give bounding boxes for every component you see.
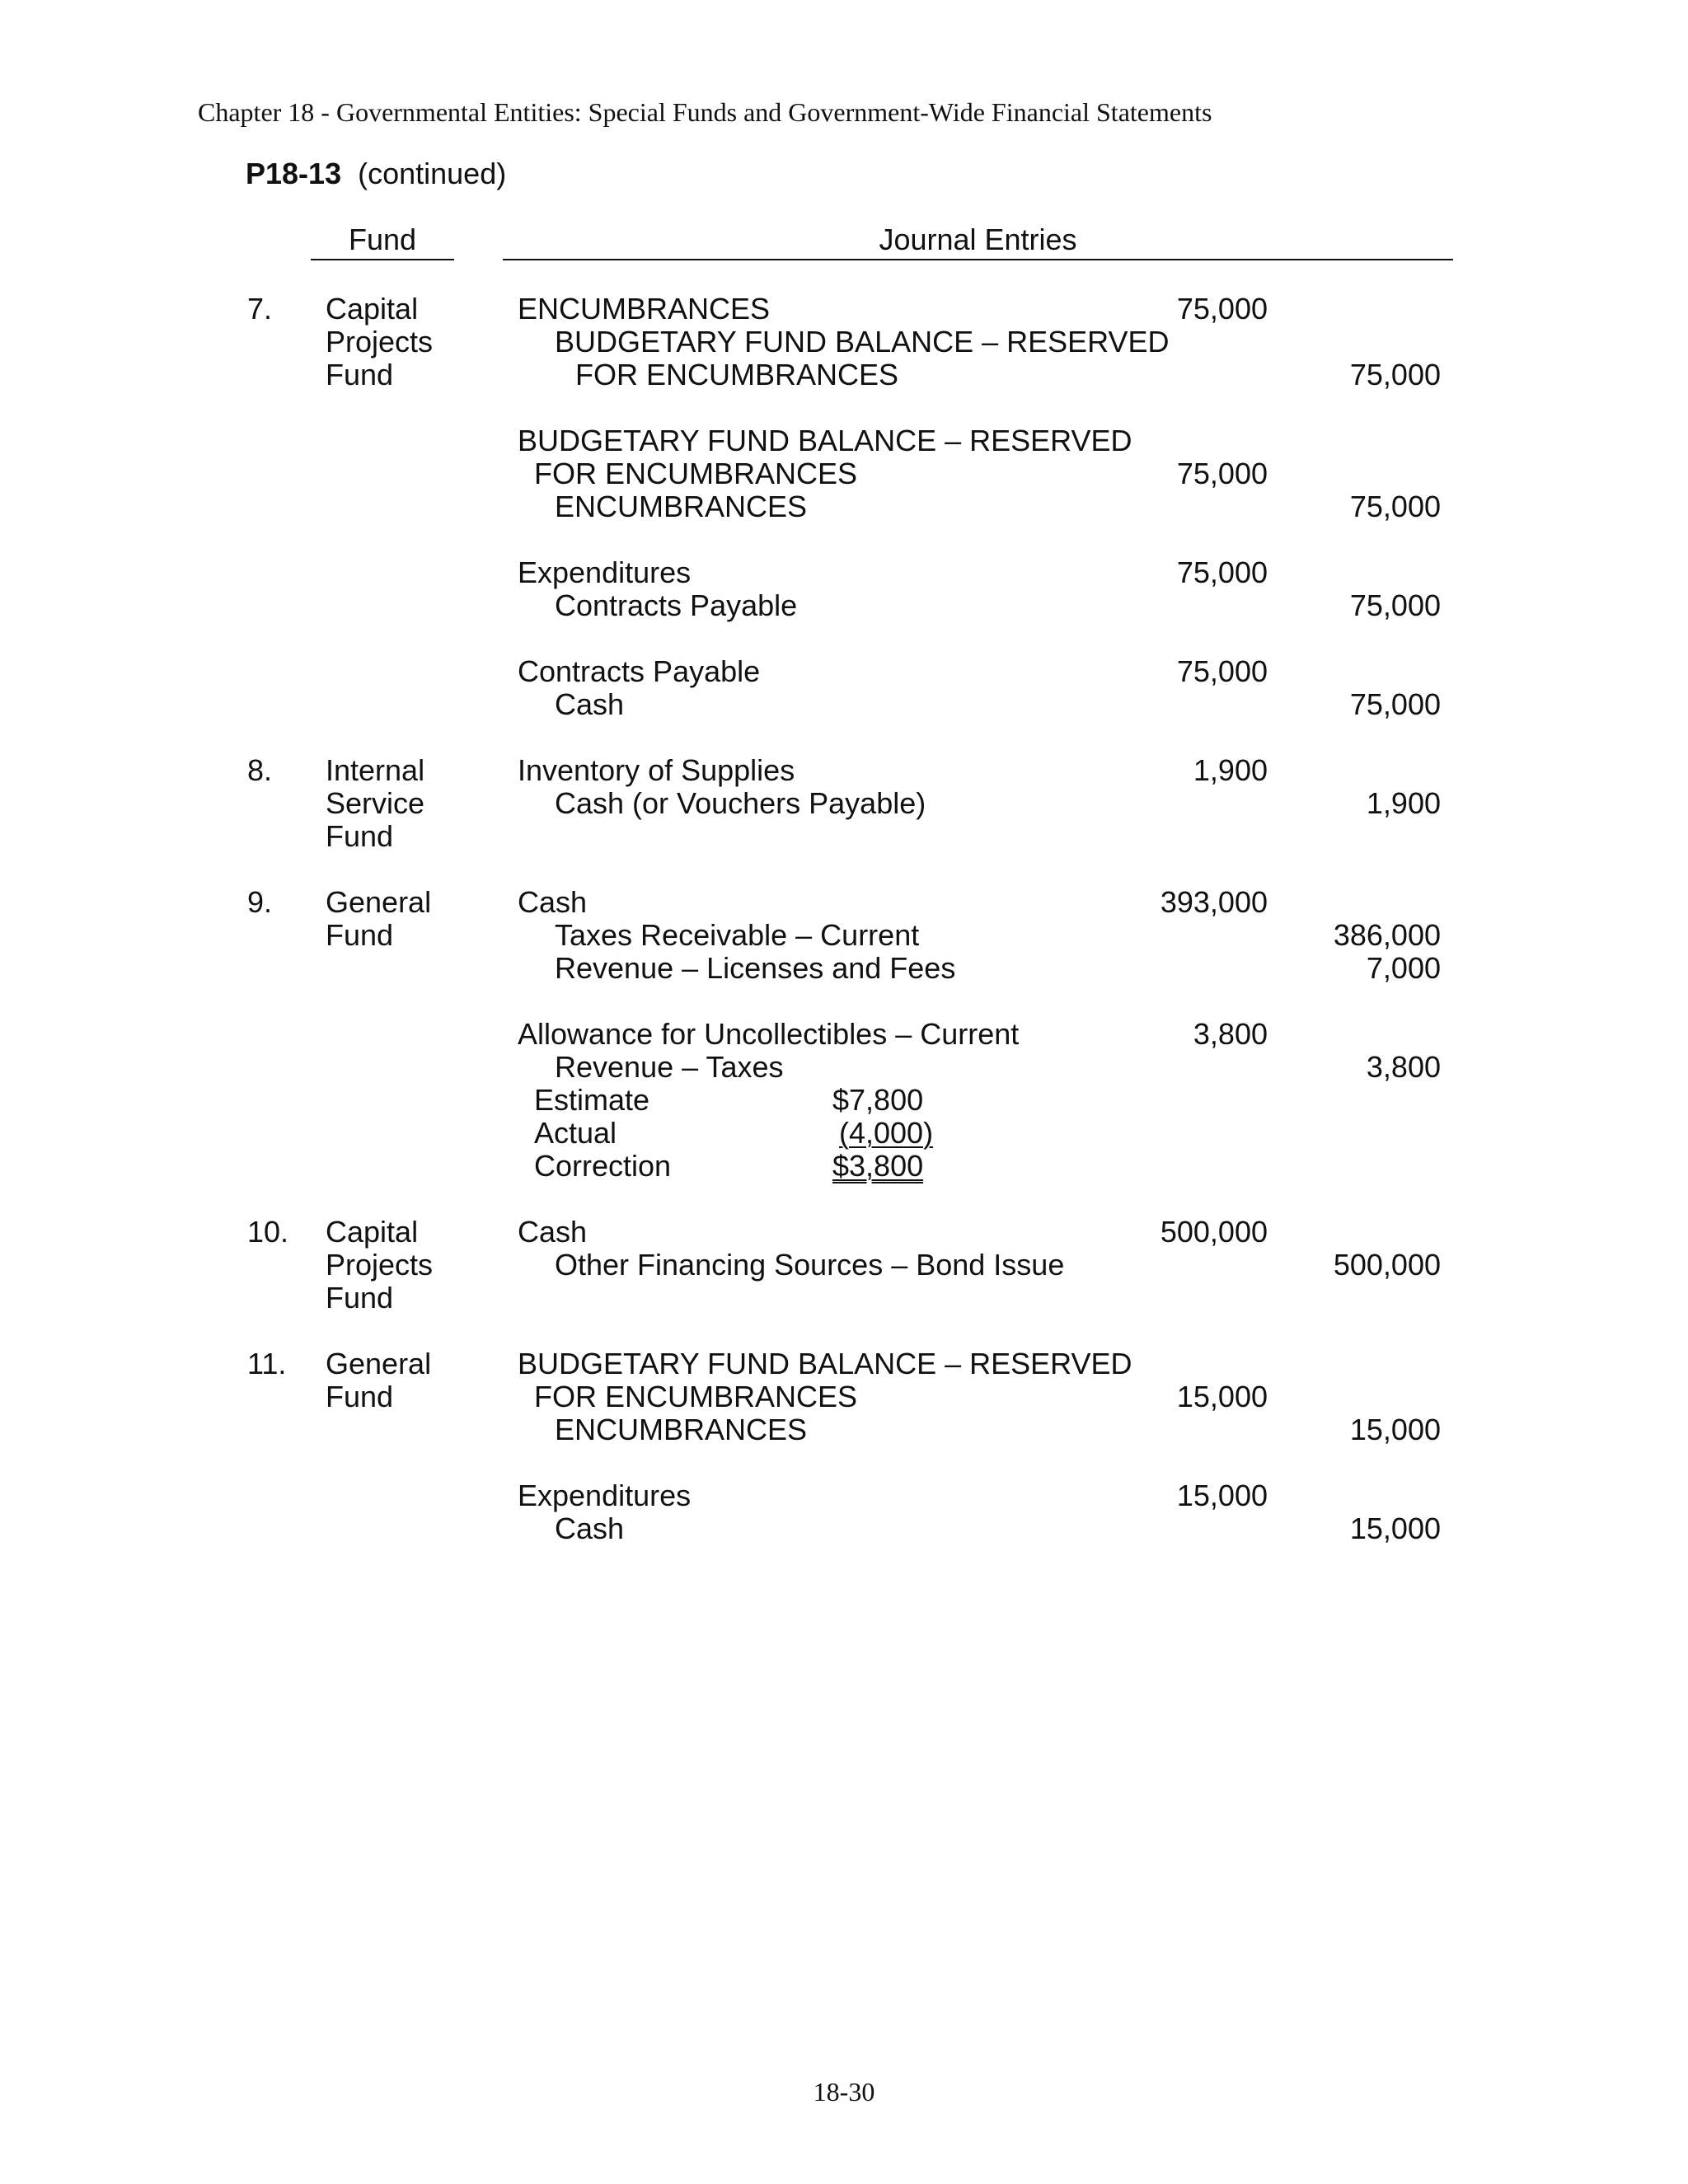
account-name: Cash <box>555 687 625 721</box>
fund-name-line: Capital <box>326 1215 419 1249</box>
calculation-amount: (4,000) <box>839 1116 934 1150</box>
debit-amount: 393,000 <box>1160 885 1268 919</box>
account-name: Contracts Payable <box>555 588 798 622</box>
debit-amount: 75,000 <box>1176 654 1268 688</box>
calculation-amount: $3,800 <box>832 1149 924 1183</box>
credit-amount: 75,000 <box>1349 588 1441 622</box>
account-name: BUDGETARY FUND BALANCE – RESERVED <box>555 325 1170 359</box>
debit-amount: 15,000 <box>1176 1479 1268 1512</box>
fund-name-line: Projects <box>326 1248 434 1282</box>
account-name: Revenue – Licenses and Fees <box>555 951 956 985</box>
account-name: FOR ENCUMBRANCES <box>534 1380 858 1413</box>
fund-column-header: Fund <box>311 223 454 260</box>
problem-title <box>246 157 506 191</box>
account-name: Estimate <box>534 1083 650 1117</box>
account-name: Allowance for Uncollectibles – Current <box>518 1017 1020 1051</box>
page-number: 18-30 <box>813 2077 875 2107</box>
entry-number: 11. <box>247 1347 287 1380</box>
account-name: BUDGETARY FUND BALANCE – RESERVED <box>518 1347 1132 1380</box>
credit-amount: 75,000 <box>1349 490 1441 523</box>
fund-name-line: Fund <box>326 918 394 952</box>
debit-amount: 1,900 <box>1193 753 1268 787</box>
account-name: ENCUMBRANCES <box>555 1413 808 1446</box>
fund-name-line: Capital <box>326 292 419 326</box>
account-name: Revenue – Taxes <box>555 1050 784 1084</box>
account-name: Cash <box>555 1511 625 1545</box>
account-name: FOR ENCUMBRANCES <box>575 358 899 391</box>
account-name: ENCUMBRANCES <box>518 292 771 326</box>
fund-name-line: Fund <box>326 1380 394 1413</box>
fund-name-line: Fund <box>326 1281 394 1315</box>
account-name: Expenditures <box>518 1479 692 1512</box>
credit-amount: 75,000 <box>1349 687 1441 721</box>
debit-amount: 75,000 <box>1176 457 1268 490</box>
credit-amount: 500,000 <box>1333 1248 1441 1282</box>
fund-name-line: Fund <box>326 358 394 391</box>
fund-name-line: Fund <box>326 819 394 853</box>
credit-amount: 1,900 <box>1366 786 1441 820</box>
account-name: Inventory of Supplies <box>518 753 795 787</box>
account-name: Taxes Receivable – Current <box>555 918 920 952</box>
credit-amount: 15,000 <box>1349 1413 1441 1446</box>
entry-number: 8. <box>247 753 273 787</box>
problem-number: P18-13 <box>246 157 342 190</box>
credit-amount: 386,000 <box>1333 918 1441 952</box>
calculation-amount: $7,800 <box>832 1083 924 1117</box>
credit-amount: 7,000 <box>1366 951 1441 985</box>
account-name: Contracts Payable <box>518 654 761 688</box>
account-name: BUDGETARY FUND BALANCE – RESERVED <box>518 424 1132 457</box>
credit-amount: 75,000 <box>1349 358 1441 391</box>
debit-amount: 15,000 <box>1176 1380 1268 1413</box>
account-name: Cash <box>518 1215 588 1249</box>
debit-amount: 75,000 <box>1176 555 1268 589</box>
account-name: Correction <box>534 1149 672 1183</box>
fund-name-line: Internal <box>326 753 425 787</box>
running-head: Chapter 18 - Governmental Entities: Special Funds and Government-Wide Financial Statements <box>198 97 1212 127</box>
entry-number: 7. <box>247 292 273 326</box>
debit-amount: 500,000 <box>1160 1215 1268 1249</box>
account-name: Cash <box>518 885 588 919</box>
account-name: Expenditures <box>518 555 692 589</box>
credit-amount: 3,800 <box>1366 1050 1441 1084</box>
debit-amount: 3,800 <box>1193 1017 1268 1051</box>
fund-name-line: General <box>326 885 432 919</box>
account-name: ENCUMBRANCES <box>555 490 808 523</box>
account-name: Cash (or Vouchers Payable) <box>555 786 926 820</box>
account-name: FOR ENCUMBRANCES <box>534 457 858 490</box>
fund-name-line: General <box>326 1347 432 1380</box>
account-name: Other Financing Sources – Bond Issue <box>555 1248 1065 1282</box>
journal-column-header: Journal Entries <box>503 223 1453 260</box>
problem-note: (continued) <box>358 157 507 190</box>
entry-number: 9. <box>247 885 273 919</box>
credit-amount: 15,000 <box>1349 1511 1441 1545</box>
account-name: Actual <box>534 1116 617 1150</box>
entry-number: 10. <box>247 1215 289 1249</box>
fund-name-line: Service <box>326 786 425 820</box>
debit-amount: 75,000 <box>1176 292 1268 326</box>
fund-name-line: Projects <box>326 325 434 359</box>
